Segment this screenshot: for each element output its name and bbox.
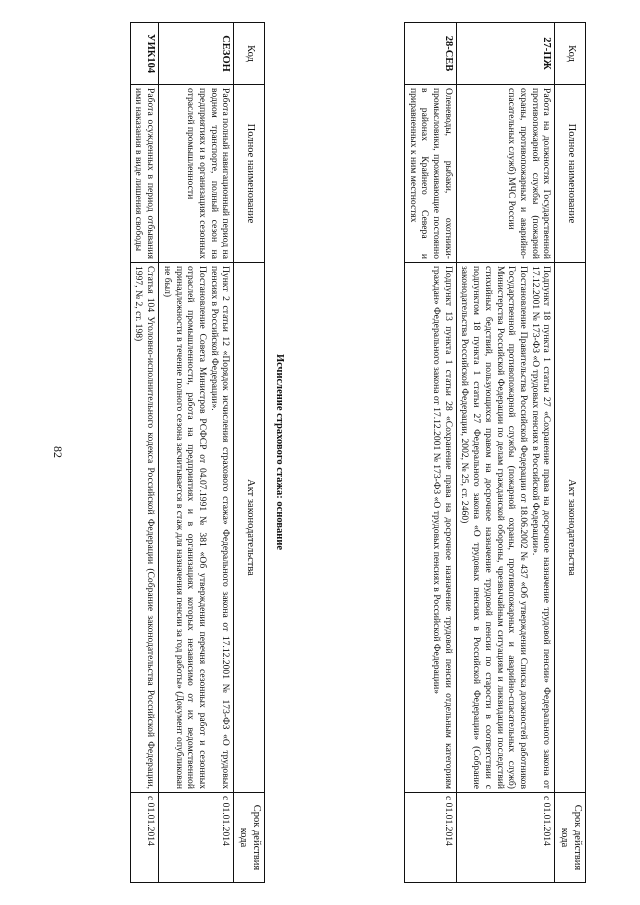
header-name: Полное наименование [555, 85, 586, 263]
act-paragraph: Подпункт 18 пункта 1 статьи 27 «Сохранение права на досрочное назначение трудовой пенсии» Федерального закона от 17.12.2001 № 173-ФЗ «О трудовых пенсиях в Российской Федерации». [529, 266, 553, 789]
act-paragraph: Постановление Правительства Российской Федерации от 18.06.2002 № 437 «Об утверждении Списка должностей работников Государственной противопожарной службы (пожарной охраны, противопожарных и аварийно-спасательных служб) Министерства Российской Федерации по делам гражданской обороны, чрезвычайным ситуациям и ликвидации последствий стихийных бедствий, пользующихся правом на досрочное назначение трудовой пенсии по старости в соответствии с подпунктом 18 пункта 1 статьи 27 Федерального закона «О трудовых пенсиях в Российской Федерации» (Собрание законодательства Российской Федерации, 2002, № 25, ст. 2460) [459, 266, 529, 789]
header-term: Срок действия кода [234, 793, 265, 883]
codes-table-insurance-record [130, 22, 265, 883]
header-code: Код [234, 23, 265, 85]
table-header-row [234, 23, 265, 883]
section-title: Исчисление страхового стажа: основание [274, 353, 285, 551]
row-act [456, 263, 555, 793]
header-act: Акт законодательства [234, 263, 265, 793]
header-act: Акт законодательства [555, 263, 586, 793]
row-name: Оленеводы, рыбаки, охотники-промысловики, проживающие постоянно в районах Крайнего Севера и приравненных к ним местностях [404, 85, 456, 263]
page-number: 82 [51, 446, 65, 458]
row-act [404, 263, 456, 793]
row-name: Работа осужденных в период отбывания ими наказания в виде лишения свободы [130, 85, 158, 263]
header-name: Полное наименование [234, 85, 265, 263]
row-term: с 01.01.2014 [404, 793, 456, 883]
act-paragraph: Подпункт 13 пункта 1 статьи 28 «Сохранение права на досрочное назначение трудовой пенсии отдельным категориям граждан» Федерального закона от 17.12.2001 № 173-ФЗ «О трудовых пенсиях в Российской Федерации» [431, 266, 454, 789]
row-name: Работа на должностях Государственной противопожарной службы (пожарной охраны, противопожарных и аварийно-спасательных служб) МЧС России [456, 85, 555, 263]
table-row [130, 23, 158, 883]
rotated-page-content [40, 22, 600, 882]
row-act [159, 263, 234, 793]
row-code: 28-СЕВ [404, 23, 456, 85]
row-code: СЕЗОН [159, 23, 234, 85]
row-code: 27-ПЖ [456, 23, 555, 85]
act-paragraph: Статья 104 Уголовно-исполнительного кодекса Российской Федерации (Собрание законодательства Российской Федерации, 1997, № 2, ст. 198) [133, 266, 157, 789]
header-code: Код [555, 23, 586, 85]
codes-table-early-retirement [404, 22, 586, 883]
row-term: с 01.01.2014 [159, 793, 234, 883]
table-row [404, 23, 456, 883]
header-term: Срок действия кода [555, 793, 586, 883]
row-term: с 01.01.2014 [456, 793, 555, 883]
table-row [159, 23, 234, 883]
row-term: с 01.01.2014 [130, 793, 158, 883]
row-code: УИК104 [130, 23, 158, 85]
row-act [130, 263, 158, 793]
act-paragraph: Пункт 2 статьи 12 «Порядок исчисления страхового стажа» Федерального закона от 17.12.2001 № 173-ФЗ «О трудовых пенсиях в Российской Федерации». [208, 266, 232, 789]
table-row [456, 23, 555, 883]
act-paragraph: Постановление Совета Министров РСФСР от 04.07.1991 № 381 «Об утверждении перечня сезонных работ и сезонных отраслей промышленности, работа на предприятиях и в организациях которых независимо от их ведомственной принадлежности в течение полного сезона засчитывается в стаж для назначения пенсии за год работы» (Документ опубликован не был) [161, 266, 208, 789]
row-name: Работа полный навигационный период на водном транспорте, полный сезон на предприятиях и в организациях сезонных отраслей промышленности [159, 85, 234, 263]
table-header-row [555, 23, 586, 883]
